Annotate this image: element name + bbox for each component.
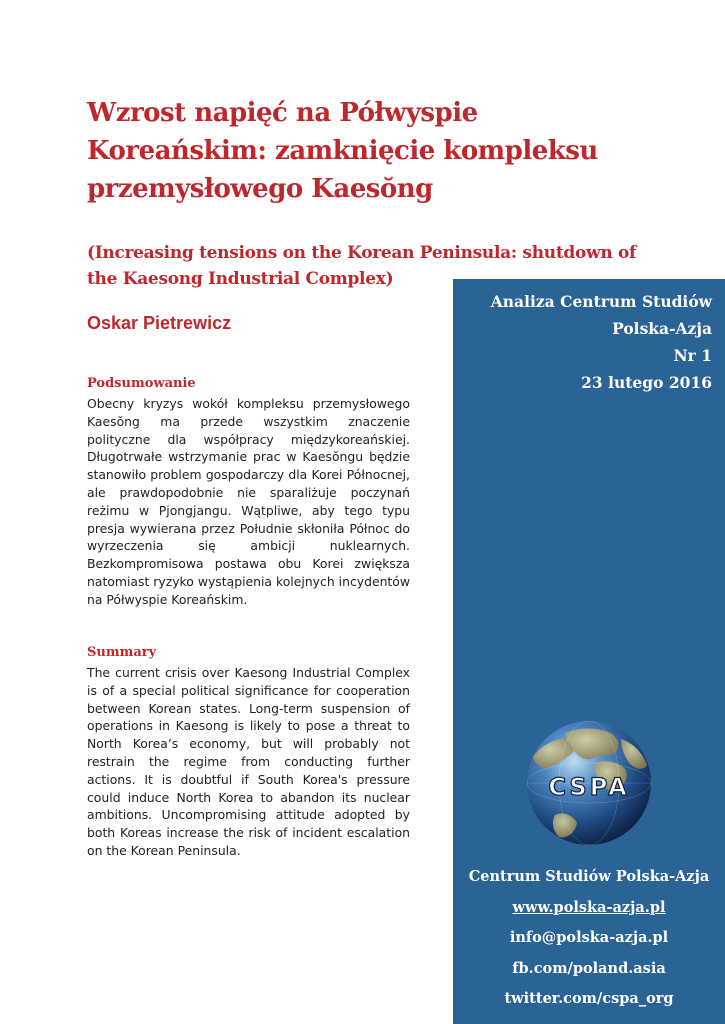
logo-text: CSPA [548,773,630,801]
summary-pl-heading: Podsumowanie [87,376,196,391]
report-subtitle: (Increasing tensions on the Korean Peninsula: shutdown of the Kaesong Industrial Complex) [87,243,637,289]
org-name: Centrum Studiów Polska-Azja [468,868,710,885]
twitter-link[interactable]: twitter.com/cspa_org [504,990,674,1007]
summary-pl-text: Obecny kryzys wokół kompleksu przemysłowego Kaesŏng ma przede wszystkim znaczenie polityczne dla współpracy międzykoreańskiej. Długotrwałe wstrzymanie prac w Kaesŏngu będzie stanowiło problem gospodarczy dla Korei Północnej, ale prawdopodobnie nie sparaliżuje poczynań reżimu w Pjongjangu. Wątpliwe, aby tego typu presja wywierana przez Południe skłoniła Północ do wyrzeczenia się ambicji nuklearnych. Bezkompromisowa postawa obu Korei zwiększa natomiast ryzyko wystąpienia kolejnych incydentów na Półwyspie Koreańskim. [87,396,410,607]
author-name: Oskar Pietrewicz [87,313,232,333]
summary-en-heading: Summary [87,645,157,660]
cspa-globe-logo [525,719,653,847]
series-name: Analiza Centrum Studiów [490,292,712,311]
facebook-link[interactable]: fb.com/poland.asia [512,959,666,977]
series-name-2: Polska-Azja [612,319,712,338]
publication-info [491,288,712,396]
email-link[interactable]: info@polska-azja.pl [509,929,669,946]
side-panel [453,279,725,1024]
report-title: Wzrost napięć na Półwyspie Koreańskim: zamknięcie kompleksu przemysłowego Kaesŏng [87,98,598,204]
contact-block [453,867,725,1020]
issue-number: Nr 1 [673,346,712,365]
summary-en-text: The current crisis over Kaesong Industrial Complex is of a special political significance for cooperation between Korean states. Long-term suspension of operations in Kaesong is likely to pose a threat to North Korea’s economy, but will probably not restrain the regime from conducting further actions. It is doubtful if South Korea's pressure could induce North Korea to abandon its nuclear ambitions. Uncompromising attitude adopted by both Koreas increase the risk of incident escalation on the Korean Peninsula. [87,665,410,858]
publication-date: 23 lutego 2016 [581,373,712,392]
website-link[interactable]: www.polska-azja.pl [512,898,666,916]
